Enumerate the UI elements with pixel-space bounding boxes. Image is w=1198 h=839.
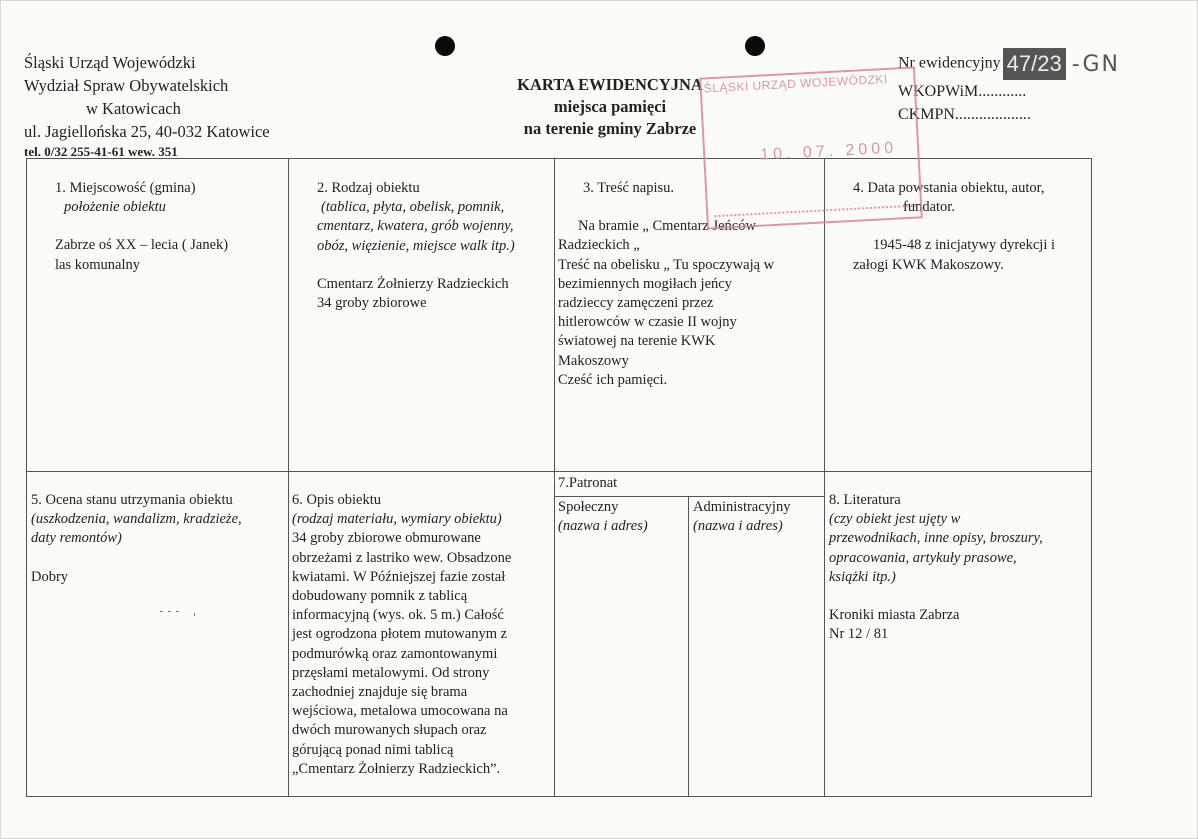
section-value: przęsłami metalowymi. Od strony [292,664,490,681]
official-stamp [699,66,923,229]
patronat-admin-label: Administracyjny [693,499,791,515]
column-divider [824,159,825,796]
section-6-description [292,491,511,779]
section-subheading: (tablica, płyta, obelisk, pomnik, [321,199,505,216]
section-2-object-type [317,179,515,313]
section-value: 34 groby zbiorowe [317,295,427,312]
stamp-date: 10. 07. 2000 [759,139,898,164]
section-5-condition [31,491,242,587]
section-value: 34 groby zbiorowe obmurowane [292,530,481,547]
section-subheading: przewodnikach, inne opisy, broszury, [829,530,1043,547]
section-heading: 5. Ocena stanu utrzymania obiektu [31,492,233,508]
section-heading: 1. Miejscowość (gmina) [55,180,196,196]
section-value: Radzieckich „ [558,237,640,254]
section-value: radzieccy zamęczeni przez [558,295,714,312]
section-value: hitlerowców w czasie II wojny [558,314,737,331]
title-line: miejsca pamięci [553,97,667,116]
punch-hole-left [435,36,455,56]
section-subheading: cmentarz, kwatera, grób wojenny, [317,218,514,235]
patronat-column-divider [688,496,689,796]
column-divider [288,159,289,796]
section-value: bezimiennych mogiłach jeńcy [558,275,732,292]
registration-suffix: -GN [1071,51,1120,77]
section-heading: 2. Rodzaj obiektu [317,180,420,196]
title-line: KARTA EWIDENCYJNA [517,75,703,94]
section-value: Zabrze oś XX – lecia ( Janek) [55,237,229,254]
section-value: 1945-48 z inicjatywy dyrekcji i [873,237,1056,254]
section-subheading: książki itp.) [829,568,896,585]
section-value: dwóch murowanych słupach oraz [292,722,487,739]
issuer-line: w Katowicach [86,99,181,118]
registration-block [898,48,1120,126]
section-subheading: położenie obiektu [64,199,166,216]
section-value: „Cmentarz Żołnierzy Radzieckich”. [292,760,501,777]
registration-number-row [898,48,1120,80]
section-7-patronat-heading [558,474,617,493]
section-value: kwiatami. W Późniejszej fazie został [292,568,506,585]
section-1-location [55,179,228,275]
section-heading: 3. Treść napisu. [583,180,675,196]
section-value: zachodniej znajduje się brama [292,684,468,701]
title-line: na terenie gminy Zabrze [523,119,697,138]
section-value: jest ogrodzona płotem mutowanym z [292,626,508,643]
section-value: Nr 12 / 81 [829,626,889,643]
section-value: las komunalny [55,256,140,273]
section-subheading: daty remontów) [31,530,122,547]
issuer-line: Wydział Spraw Obywatelskich [24,76,229,95]
stamp-dotted-line [714,205,916,218]
record-table [26,158,1092,797]
section-value: podmurówką oraz zamontowanymi [292,645,498,662]
section-subheading: (czy obiekt jest ujęty w [829,511,961,528]
section-8-literature [829,491,1043,644]
stamp-text: ŚLĄSKI URZĄD WOJEWÓDZKI [703,71,889,96]
section-value: Kroniki miasta Zabrza [829,607,960,624]
section-value: Cmentarz Żołnierzy Radzieckich [317,275,509,292]
issuer-line: Śląski Urząd Wojewódzki [24,53,196,72]
registration-label: Nr ewidencyjny [898,54,1001,72]
section-subheading: obóz, więzienie, miejsce walk itp.) [317,237,515,254]
ckmpn-field: CKMPN................... [898,106,1031,123]
patronat-admin-sub: (nazwa i adres) [693,518,783,535]
section-value: górującą ponad nimi tablicą [292,741,454,758]
patronat-social [558,498,648,536]
section-value: Makoszowy [558,352,629,369]
section-value: obrzeżami z lastriko wew. Obsadzone [292,549,512,566]
section-value: Cześć ich pamięci. [558,371,668,388]
section-value: wejściowa, metalowa umocowana na [292,703,508,720]
section-heading: fundator. [903,199,955,216]
patronat-admin [693,498,790,536]
section-heading: 7.Patronat [558,475,618,491]
section-value: informacyjną (wys. ok. 5 m.) Całość [292,607,504,624]
column-divider [554,159,555,796]
issuer-address: ul. Jagiellońska 25, 40-032 Katowice [24,122,270,141]
registration-number: 47/23 [1003,48,1066,80]
section-value: dobudowany pomnik z tablicą [292,588,468,605]
patronat-social-sub: (nazwa i adres) [558,518,648,535]
section-heading: 4. Data powstania obiektu, autor, [853,180,1045,196]
issuer-block [24,51,270,160]
row-divider [27,471,1091,472]
patronat-divider [554,496,825,497]
patronat-social-label: Społeczny [558,499,619,515]
scan-speck [160,608,200,616]
section-heading: 8. Literatura [829,492,901,508]
section-subheading: opracowania, artykuły prasowe, [829,549,1017,566]
section-value: załogi KWK Makoszowy. [853,256,1004,273]
section-value: Dobry [31,568,69,585]
punch-hole-right [745,36,765,56]
section-subheading: (rodzaj materiału, wymiary obiektu) [292,511,502,528]
issuer-phone: tel. 0/32 255-41-61 wew. 351 [24,144,178,159]
wkopwim-field: WKOPWiM............ [898,83,1027,100]
section-subheading: (uszkodzenia, wandalizm, kradzieże, [31,511,242,528]
section-value: Treść na obelisku „ Tu spoczywają w [558,256,775,273]
section-value: Na bramie „ Cmentarz Jeńców [578,218,756,235]
section-heading: 6. Opis obiektu [292,492,382,508]
section-value: światowej na terenie KWK [558,333,716,350]
